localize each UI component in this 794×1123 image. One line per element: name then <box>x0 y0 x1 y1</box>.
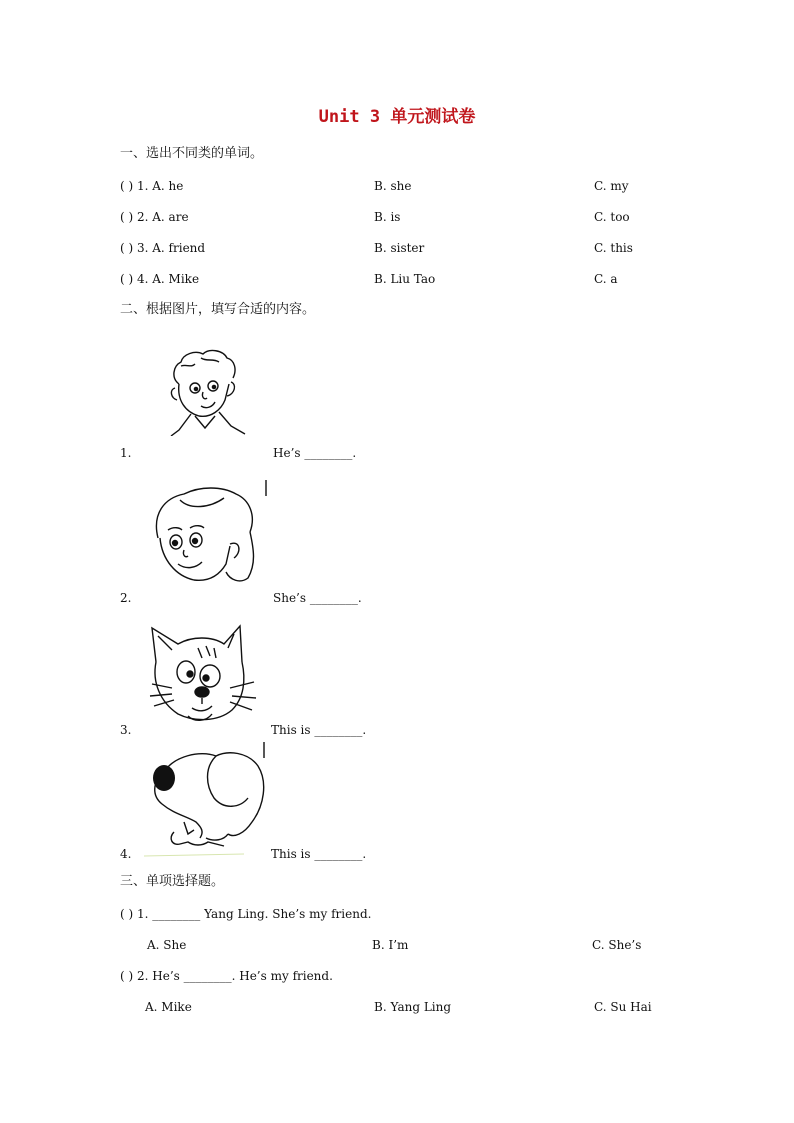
part2-item1-sentence: He’s ________. <box>273 446 357 460</box>
part1-q2-option-c: C. too <box>594 210 630 224</box>
part2-item3-number: 3. <box>120 723 132 737</box>
cat-face-icon <box>148 622 258 726</box>
part1-q2-option-b: B. is <box>374 210 401 224</box>
part1-q3-option-a: ( ) 3. A. friend <box>120 241 206 255</box>
part3-q1-stem: ( ) 1. ________ Yang Ling. She’s my friend. <box>120 907 372 921</box>
girl-face-icon <box>150 480 268 584</box>
part2-heading: 二、根据图片，填写合适的内容。 <box>120 302 316 317</box>
part2-item3-sentence: This is ________. <box>271 723 367 737</box>
boy-face-icon <box>165 348 250 436</box>
part3-q1-option-c: C. She’s <box>592 938 642 952</box>
dog-icon <box>144 742 268 860</box>
part1-q1-option-a: ( ) 1. A. he <box>120 179 184 193</box>
part1-q3-option-c: C. this <box>594 241 633 255</box>
part3-q2-option-a: A. Mike <box>145 1000 192 1014</box>
part1-q4-option-a: ( ) 4. A. Mike <box>120 272 200 286</box>
part2-item2-sentence: She’s ________. <box>273 591 362 605</box>
part1-q4-option-c: C. a <box>594 272 618 286</box>
part1-q3-option-b: B. sister <box>374 241 425 255</box>
part1-q1-option-b: B. she <box>374 179 412 193</box>
part3-q1-option-a: A. She <box>147 938 187 952</box>
part3-q1-option-b: B. I’m <box>372 938 409 952</box>
part1-q4-option-b: B. Liu Tao <box>374 272 436 286</box>
part2-item4-number: 4. <box>120 847 132 861</box>
part1-heading: 一、选出不同类的单词。 <box>120 146 264 161</box>
part3-q2-stem: ( ) 2. He’s ________. He’s my friend. <box>120 969 333 983</box>
page-title: Unit 3 单元测试卷 <box>318 107 476 127</box>
part2-item4-sentence: This is ________. <box>271 847 367 861</box>
part1-q1-option-c: C. my <box>594 179 629 193</box>
part3-heading: 三、单项选择题。 <box>120 874 225 889</box>
part3-q2-option-b: B. Yang Ling <box>374 1000 452 1014</box>
part3-q2-option-c: C. Su Hai <box>594 1000 652 1014</box>
part1-q2-option-a: ( ) 2. A. are <box>120 210 189 224</box>
part2-item2-number: 2. <box>120 591 132 605</box>
part2-item1-number: 1. <box>120 446 132 460</box>
